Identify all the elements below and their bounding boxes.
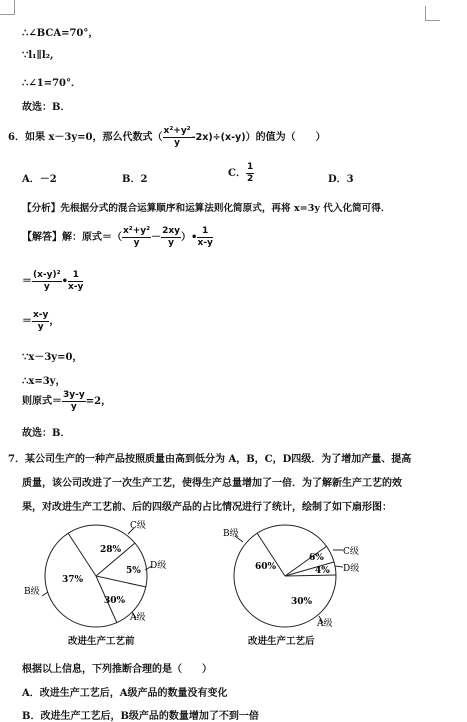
prev-line-1: ∴∠BCA=70°， (22, 28, 99, 39)
pie-before-divider-b (68, 533, 96, 576)
q6-stem (8, 126, 326, 149)
q6-frac-num: x²+y² (163, 126, 191, 136)
q6-result-pre: 则原式＝ (22, 396, 62, 407)
q6-sol-frac-1-den: y (133, 238, 140, 248)
pie-chart-before (20, 520, 190, 640)
q6-option-b: B．2 (122, 174, 148, 185)
q7-number: 7． (8, 454, 25, 465)
pie-before-divider-d (96, 576, 146, 587)
q6-step2-dot: • (61, 276, 68, 287)
pie-after-label-c: C级 (343, 547, 359, 557)
q6-step2-frac-1 (32, 270, 62, 293)
prev-line-2: ∵l₁∥l₂, (22, 50, 54, 61)
q6-solution-line-1 (22, 226, 213, 249)
q6-result-post: =2， (85, 396, 112, 407)
q6-option-a: A．－2 (22, 174, 57, 185)
pie-before-value-b: 37% (62, 575, 84, 585)
pie-before-label-b: B级 (24, 587, 40, 597)
pie-before-value-d: 5% (126, 566, 141, 576)
q6-stem-post: ）的值为（ ） (245, 132, 326, 143)
q6-option-c-fraction (246, 162, 254, 185)
q6-condition: ∵x－3y=0， (22, 352, 83, 363)
corner-mark-top-right (425, 6, 440, 21)
pie-before-label-c: C级 (130, 521, 146, 531)
q7-option-a: A．改进生产工艺后，A级产品的数量没有变化 (22, 688, 228, 699)
q6-eq-sign-3: ＝ (22, 316, 32, 327)
q6-step3-den: y (37, 322, 44, 332)
pie-before-value-a: 30% (104, 596, 126, 606)
q7-prompt: 根据以上信息，下列推断合理的是（ ） (22, 664, 212, 675)
q7-stem-line-1 (8, 450, 411, 465)
q6-step3-frac (32, 310, 49, 333)
pie-before-label-a: A级 (130, 613, 146, 623)
q7-option-b: B．改进生产工艺后，B级产品的数量增加了不到一倍 (22, 711, 259, 722)
pie-before-caption: 改进生产工艺前 (68, 636, 135, 647)
prev-line-3: ∴∠1=70°． (22, 78, 81, 89)
prev-line-4: 故选：B． (22, 102, 71, 113)
q6-step2-frac-2-den: x-y (67, 282, 84, 292)
q6-sol-frac-3-num: 1 (197, 226, 212, 238)
q6-x-value: ∴x=3y， (22, 376, 66, 387)
pie-after-leader-d (335, 566, 343, 567)
pie-after-value-a: 30% (291, 597, 313, 607)
q7-stem-l1: 某公司生产的一种产品按照质量由高到低分为 A，B，C，D四级．为了增加产量、提高 (24, 454, 412, 465)
pie-before-leader-b (42, 592, 48, 596)
q6-step2-frac-1-den: y (43, 282, 50, 292)
q6-sol-frac-1 (122, 226, 151, 249)
pie-before-label-d: D级 (150, 561, 167, 571)
q6-sol-frac-3 (197, 226, 212, 249)
q6-sol-frac-2 (161, 226, 181, 249)
pie-after-value-c: 6% (309, 553, 324, 563)
q6-solution-label: 【解答】解：原式＝（ (22, 232, 122, 243)
pie-after-value-d: 4% (315, 566, 330, 576)
q6-result-num: 3y-y (63, 390, 85, 400)
q6-result-frac (62, 390, 86, 413)
pie-after-label-d: D级 (343, 564, 360, 574)
q6-result-line (22, 390, 111, 413)
pie-after-label-a: A级 (317, 619, 333, 629)
q6-step2-frac-1-num: (x-y)² (33, 270, 61, 280)
q6-step3-num: x-y (33, 310, 49, 320)
q6-stem-pre: 如果 x－3y=0，那么代数式（ (24, 132, 163, 143)
q6-step3-tail: ， (49, 316, 60, 327)
q6-fraction (163, 126, 192, 149)
corner-mark-top-left (0, 0, 15, 15)
q6-sol-minus: － (151, 232, 162, 243)
q6-sol-frac-2-num: 2xy (162, 226, 181, 236)
q6-analysis: 【分析】先根据分式的混合运算顺序和运算法则化简原式，再将 x=3y 代入化简可得． (22, 203, 391, 214)
pie-before-value-c: 28% (100, 545, 122, 555)
q6-sol-close: ）• (181, 232, 198, 243)
q6-sol-frac-3-den: x-y (197, 238, 213, 248)
q6-frac-den: y (174, 138, 181, 148)
q6-solution-line-3 (22, 310, 59, 333)
q6-solution-line-2 (22, 270, 83, 293)
pie-after-value-b: 60% (255, 562, 277, 572)
q6-option-c-num: 1 (246, 162, 254, 172)
pie-chart-after (215, 520, 385, 640)
q6-option-c (228, 162, 254, 185)
q6-sol-frac-2-den: y (168, 238, 175, 248)
q6-step2-frac-2-num: 1 (68, 270, 83, 282)
q6-sol-frac-1-num: x²+y² (123, 226, 151, 236)
q6-step2-frac-2 (68, 270, 83, 293)
q7-stem-line-3: 果，对改进生产工艺前、后的四级产品的占比情况进行了统计，绘制了如下扇形图： (22, 502, 392, 513)
pie-after-label-b: B级 (223, 529, 239, 539)
q6-answer: 故选：B． (22, 428, 71, 439)
q6-option-c-den: 2 (246, 174, 254, 184)
q6-eq-sign-2: ＝ (22, 276, 32, 287)
q7-stem-line-2: 质量，该公司改进了一次生产工艺，使得生产总量增加了一倍．为了解新生产工艺的效 (22, 478, 402, 489)
q6-option-d: D．3 (328, 174, 354, 185)
q6-result-den: y (70, 402, 77, 412)
pie-after-caption: 改进生产工艺后 (248, 636, 315, 647)
q6-stem-mid: -2x)÷(x-y) (191, 132, 246, 143)
q6-option-c-label: C． (228, 168, 246, 179)
q6-number: 6． (8, 132, 25, 143)
